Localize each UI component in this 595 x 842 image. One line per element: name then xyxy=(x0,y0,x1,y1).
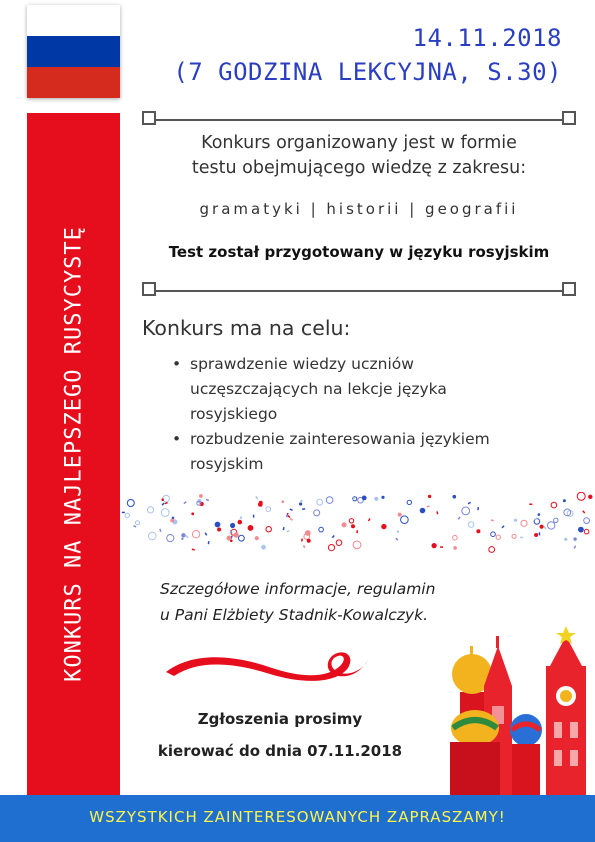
divider-square-left xyxy=(142,282,156,296)
confetti-dot xyxy=(286,530,289,532)
confetti-dot xyxy=(266,527,271,532)
confetti-dot xyxy=(426,505,429,508)
confetti-dot xyxy=(397,531,399,533)
confetti-dot xyxy=(491,532,496,537)
confetti-dot xyxy=(255,496,258,499)
top-divider xyxy=(142,111,576,129)
sidebar-title-container xyxy=(27,113,120,795)
signup-text xyxy=(150,703,410,767)
confetti-dot xyxy=(181,538,183,540)
middle-spire xyxy=(496,636,499,648)
flag-white-stripe xyxy=(27,5,120,36)
confetti-dot xyxy=(428,495,431,498)
confetti-dot xyxy=(147,507,153,513)
confetti-dot xyxy=(162,503,165,506)
middle-divider xyxy=(142,282,576,300)
confetti-dot xyxy=(239,535,245,541)
confetti-dot xyxy=(125,513,129,517)
goal-item xyxy=(172,427,552,477)
confetti-dot xyxy=(551,502,557,508)
divider-square-right xyxy=(562,111,576,125)
event-date: 14.11.2018 xyxy=(412,24,562,52)
confetti-dot xyxy=(374,497,378,501)
confetti-dot xyxy=(349,519,353,523)
confetti-dot xyxy=(240,517,242,519)
confetti-dot xyxy=(529,504,532,506)
clock-tower-window xyxy=(554,722,562,738)
confetti-dot xyxy=(578,527,584,533)
goal-item xyxy=(172,352,552,427)
flag-blue-stripe xyxy=(27,36,120,67)
signup-line: kierować do dnia 07.11.2018 xyxy=(157,742,403,760)
confetti-dot xyxy=(588,495,592,499)
confetti-dot xyxy=(476,529,480,533)
confetti-dot xyxy=(181,533,185,537)
clock-center xyxy=(560,690,572,702)
confetti-dot xyxy=(381,496,384,499)
confetti-dot xyxy=(133,525,136,528)
confetti-dot xyxy=(496,535,500,539)
confetti-dot xyxy=(577,492,585,500)
subjects-list: gramatyki | historii | geografii xyxy=(199,200,519,218)
confetti-dot xyxy=(584,518,590,524)
goal-item-line: uczęszczających na lekcje języka xyxy=(190,380,447,398)
confetti-dot xyxy=(185,535,188,538)
footer-banner xyxy=(0,795,595,842)
confetti-dot xyxy=(301,538,303,541)
confetti-dot xyxy=(159,529,161,532)
left-base xyxy=(450,742,500,798)
confetti-dot xyxy=(302,508,305,510)
confetti-dot xyxy=(514,519,517,522)
confetti-dot xyxy=(381,524,386,529)
confetti-dot xyxy=(453,495,457,499)
confetti-dot xyxy=(283,527,285,530)
confetti-dot xyxy=(255,536,259,540)
intro-text xyxy=(142,131,576,181)
confetti-dot xyxy=(328,545,334,551)
confetti-dot xyxy=(314,510,320,516)
confetti-dot xyxy=(395,538,398,541)
confetti-dot xyxy=(206,499,209,501)
details-line: u Pani Elżbiety Stadnik-Kowalczyk. xyxy=(160,606,429,624)
goal-item-line: • rozbudzenie zainteresowania językiem xyxy=(190,430,490,448)
confetti-dot xyxy=(127,500,134,507)
confetti-dot xyxy=(326,497,333,504)
confetti-dot xyxy=(248,525,254,531)
confetti-dot xyxy=(563,499,566,502)
confetti-dot xyxy=(564,538,567,541)
confetti-dot xyxy=(342,522,347,527)
goals-heading: Konkurs ma na celu: xyxy=(142,316,351,340)
confetti-dot xyxy=(192,549,195,551)
confetti-dot xyxy=(351,524,355,528)
confetti-dot xyxy=(205,532,208,535)
confetti-dot xyxy=(362,496,367,501)
confetti-dot xyxy=(501,525,504,528)
confetti-dot xyxy=(462,507,470,515)
confetti-dot xyxy=(258,502,263,507)
intro-line: Konkurs organizowany jest w formie xyxy=(201,133,517,153)
confetti-dot xyxy=(548,522,555,529)
test-language-note: Test został przygotowany w języku rosyjskim xyxy=(168,243,550,261)
russian-flag-icon xyxy=(27,5,120,98)
goal-item-line: rosyjskim xyxy=(190,455,264,473)
confetti-dot xyxy=(520,537,523,539)
lesson-info: (7 GODZINA LEKCYJNA, S.30) xyxy=(173,58,562,86)
confetti-dot xyxy=(217,528,221,532)
blue-base xyxy=(512,744,540,798)
confetti-dot xyxy=(540,525,544,529)
divider-square-right xyxy=(562,282,576,296)
confetti-dot xyxy=(336,540,342,546)
confetti-dot xyxy=(317,499,323,505)
confetti-dot xyxy=(368,518,371,521)
confetti-dot xyxy=(161,509,169,517)
confetti-dot xyxy=(167,535,174,542)
clock-tower-window xyxy=(570,750,578,766)
confetti-dot xyxy=(491,519,494,521)
ribbon-shape xyxy=(166,652,368,680)
confetti-dot xyxy=(170,519,174,523)
signup-line: Zgłoszenia prosimy xyxy=(197,710,363,728)
ribbon-icon xyxy=(162,648,372,688)
confetti-dot xyxy=(215,522,221,528)
confetti-dot xyxy=(230,523,235,528)
confetti-dot xyxy=(353,541,361,549)
confetti-dot xyxy=(573,537,576,540)
confetti-dot xyxy=(356,530,358,533)
confetti-dot xyxy=(432,543,437,548)
confetti-dot xyxy=(227,536,232,541)
confetti-dot xyxy=(453,546,457,550)
divider-square-left xyxy=(142,111,156,125)
confetti-dot xyxy=(163,495,170,502)
intro-line: testu obejmującego wiedzę z zakresu: xyxy=(191,158,527,178)
confetti-dot xyxy=(554,518,558,522)
confetti-dot xyxy=(574,545,577,548)
confetti-dot xyxy=(307,539,311,543)
confetti-dot xyxy=(468,522,474,528)
confetti-dot xyxy=(191,512,194,515)
confetti-dot xyxy=(436,511,438,514)
confetti-dot xyxy=(300,500,302,502)
divider-line xyxy=(156,290,562,292)
details-text xyxy=(160,576,435,628)
confetti-dot xyxy=(332,535,335,538)
confetti-dot xyxy=(582,510,585,513)
details-line: Szczegółowe informacje, regulamin xyxy=(160,580,436,598)
confetti-dot xyxy=(319,527,324,532)
confetti-dot xyxy=(453,535,458,540)
confetti-dot xyxy=(289,508,292,511)
goal-item-line: rosyjskiego xyxy=(190,405,278,423)
left-spire xyxy=(470,646,473,656)
kremlin-illustration-icon xyxy=(450,626,595,798)
confetti-dot xyxy=(149,532,157,540)
confetti-dot xyxy=(261,545,266,550)
confetti-dot xyxy=(299,502,302,505)
confetti-dot xyxy=(161,498,164,501)
clock-tower-window xyxy=(554,750,562,766)
clock-tower xyxy=(546,666,586,798)
confetti-dot xyxy=(407,500,411,504)
goal-item-line: • sprawdzenie wiedzy uczniów xyxy=(190,355,414,373)
confetti-dot xyxy=(199,494,203,498)
confetti-dot xyxy=(584,529,589,534)
confetti-dot xyxy=(238,520,243,525)
flag-red-stripe xyxy=(27,67,120,98)
divider-line xyxy=(156,119,562,121)
confetti-dot xyxy=(420,508,426,514)
confetti-dot xyxy=(208,541,210,544)
footer-text: WSZYSTKICH ZAINTERESOWANYCH ZAPRASZAMY! xyxy=(89,808,506,826)
confetti-dot xyxy=(233,532,238,537)
confetti-dot xyxy=(266,507,271,512)
confetti-dot xyxy=(512,534,516,538)
clock-tower-roof xyxy=(550,636,582,666)
clock-tower-window xyxy=(570,722,578,738)
confetti-dot xyxy=(440,546,443,548)
confetti-dot xyxy=(489,547,495,553)
confetti-dot xyxy=(521,520,527,526)
confetti-dot xyxy=(477,507,479,510)
confetti-dot xyxy=(401,516,409,524)
confetti-dot xyxy=(183,501,186,504)
confetti-dot xyxy=(192,531,199,538)
confetti-dot xyxy=(303,545,305,548)
confetti-dot xyxy=(290,518,293,521)
confetti-dot xyxy=(544,526,547,529)
confetti-dot xyxy=(538,513,541,516)
confetti-dot xyxy=(253,515,255,518)
confetti-dot xyxy=(136,521,140,525)
confetti-dot xyxy=(282,500,285,503)
confetti-dot xyxy=(534,533,538,537)
confetti-dot xyxy=(398,513,402,517)
confetti-dot xyxy=(458,516,461,519)
confetti-dot xyxy=(468,502,471,505)
sidebar-title: KONKURS NA NAJLEPSZEGO RUSYCYSTĘ xyxy=(61,226,86,682)
confetti-dot xyxy=(122,512,125,514)
confetti-pattern xyxy=(120,492,595,554)
confetti-dot xyxy=(539,532,541,535)
goals-list xyxy=(172,352,552,477)
